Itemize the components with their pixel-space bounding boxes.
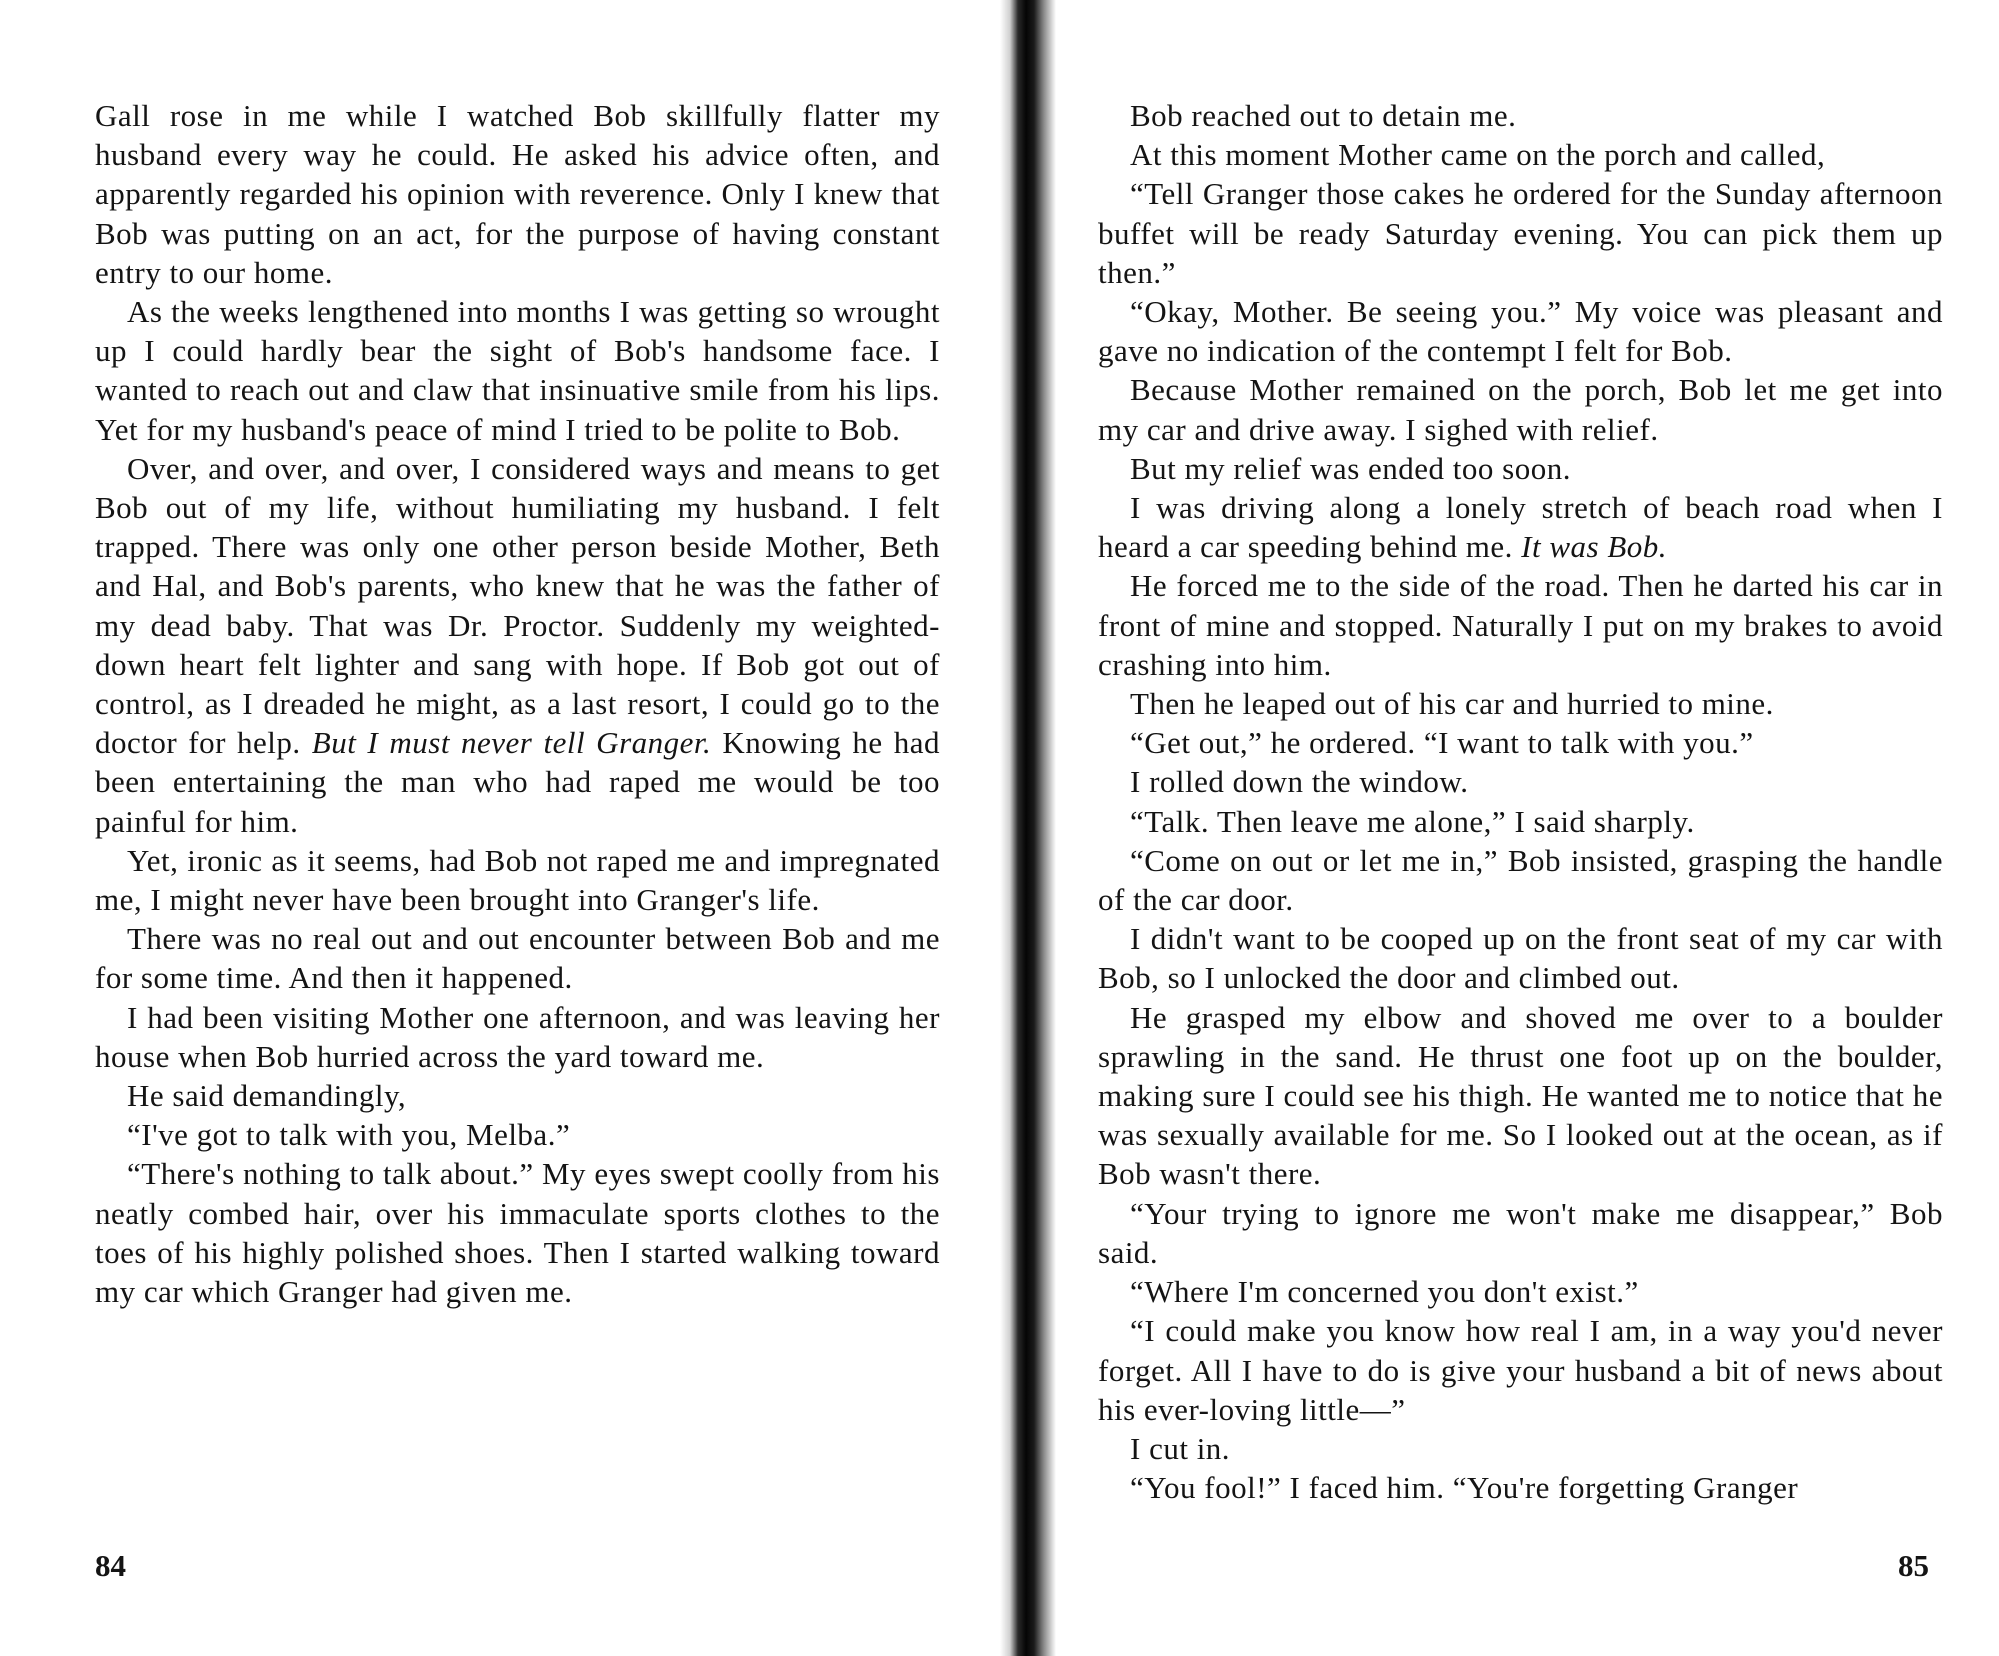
paragraph: “Come on out or let me in,” Bob insisted, grasping the handle of the car door.: [1098, 842, 1943, 918]
paragraph: “I've got to talk with you, Melba.”: [127, 1117, 571, 1153]
paragraph: “Tell Granger those cakes he ordered for the Sunday afternoon buffet will be ready Saturday evening. You can pick them up then.”: [1098, 176, 1943, 290]
paragraph: “Your trying to ignore me won't make me disappear,” Bob said.: [1098, 1195, 1943, 1270]
page-number-right: 85: [1898, 1548, 1929, 1583]
paragraph: Yet, ironic as it seems, had Bob not raped me and impregnated me, I might never have been brought into Granger's life.: [95, 842, 940, 918]
paragraph: As the weeks lengthened into months I was getting so wrought up I could hardly bear the sight of Bob's handsome face. I wanted to reach out and claw that insinuative smile from his lips. Yet for my husband's peace of mind I tried to be polite to Bob.: [95, 294, 940, 447]
left-page-text: [95, 96, 940, 1311]
paragraph-text: Knowing he had been entertaining the man who had raped me would be too painful for him.: [95, 725, 941, 839]
paragraph: “You fool!” I faced him. “You're forgetting Granger: [1130, 1470, 1799, 1506]
paragraph: Bob reached out to detain me.: [1130, 98, 1517, 133]
paragraph: Gall rose in me while I watched Bob skillfully flatter my husband every way he could. He asked his advice often, and apparently regarded his opinion with reverence. Only I knew that Bob was putting on an act, for the purpose of having constant entry to our home.: [95, 98, 940, 290]
paragraph: “I could make you know how real I am, in a way you'd never forget. All I have to do is give your husband a bit of news about his ever-loving little—”: [1098, 1313, 1943, 1427]
italic-text: It was Bob.: [1521, 529, 1668, 565]
paragraph: “Talk. Then leave me alone,” I said sharply.: [1130, 803, 1695, 839]
paragraph: I rolled down the window.: [1130, 764, 1469, 800]
paragraph: “Where I'm concerned you don't exist.”: [1130, 1274, 1639, 1310]
paragraph: Then he leaped out of his car and hurried to mine.: [1130, 686, 1774, 722]
paragraph: “There's nothing to talk about.” My eyes swept coolly from his neatly combed hair, over his immaculate sports clothes to the toes of his highly polished shoes. Then I started walking toward my car which Granger had given me.: [95, 1156, 940, 1310]
paragraph: He said demandingly,: [127, 1078, 407, 1114]
italic-text: But I must never tell Granger.: [311, 725, 712, 761]
paragraph: He forced me to the side of the road. Then he darted his car in front of mine and stopped. Naturally I put on my brakes to avoid crashing into him.: [1098, 568, 1943, 682]
paragraph: Because Mother remained on the porch, Bob let me get into my car and drive away. I sighed with relief.: [1098, 372, 1943, 447]
paragraph: I didn't want to be cooped up on the front seat of my car with Bob, so I unlocked the door and climbed out.: [1098, 921, 1943, 996]
paragraph: I had been visiting Mother one afternoon, and was leaving her house when Bob hurried across the yard toward me.: [95, 999, 940, 1074]
book-gutter: [1000, 0, 1056, 1656]
paragraph: But my relief was ended too soon.: [1130, 450, 1571, 486]
paragraph: At this moment Mother came on the porch and called,: [1130, 137, 1826, 173]
paragraph-text: I was driving along a lonely stretch of beach road when I heard a car speeding behind me.: [1098, 490, 1943, 565]
paragraph: He grasped my elbow and shoved me over to a boulder sprawling in the sand. He thrust one foot up on the boulder, making sure I could see his thigh. He wanted me to notice that he was sexually available for me. So I looked out at the ocean, as if Bob wasn't there.: [1098, 999, 1943, 1192]
page-number-left: 84: [95, 1548, 126, 1583]
paragraph: I cut in.: [1130, 1430, 1231, 1466]
paragraph: [95, 449, 940, 841]
right-page: [1098, 96, 1943, 1507]
right-page-text: [1098, 96, 1943, 1507]
paragraph: [1098, 488, 1943, 566]
paragraph: “Get out,” he ordered. “I want to talk with you.”: [1130, 725, 1754, 761]
paragraph: “Okay, Mother. Be seeing you.” My voice was pleasant and gave no indication of the contempt I felt for Bob.: [1098, 294, 1943, 369]
left-page: [95, 96, 940, 1311]
paragraph: There was no real out and out encounter between Bob and me for some time. And then it happened.: [95, 921, 940, 996]
paragraph-text: Over, and over, and over, I considered ways and means to get Bob out of my life, without humiliating my husband. I felt trapped. There was only one other person beside Mother, Beth and Hal, and Bob's parents, who knew that he was the father of my dead baby. That was Dr. Proctor. Suddenly my weighted-down heart felt lighter and sang with hope. If Bob got out of control, as I dreaded he might, as a last resort, I could go to the doctor for help.: [95, 450, 940, 761]
